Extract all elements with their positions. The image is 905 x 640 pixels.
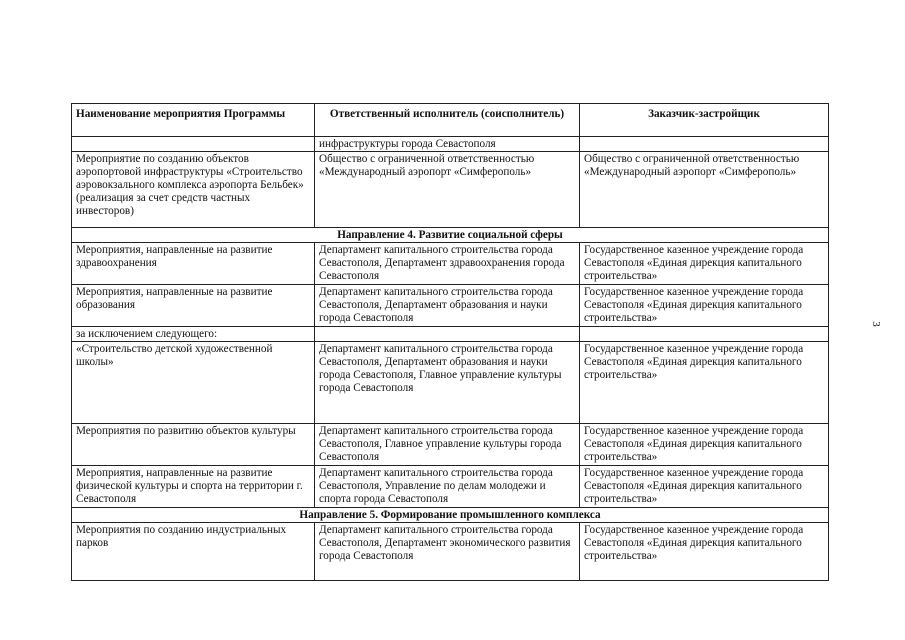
activity-cell: Мероприятия по созданию индустриальных парков [72,523,315,581]
table-row [72,285,829,327]
table-row [72,342,829,424]
direction-row [72,228,829,243]
customer-cell: Государственное казенное учреждение города Севастополя «Единая дирекция капитального строительства» [580,243,829,285]
direction-title: Направление 5. Формирование промышленного комплекса [72,508,829,523]
customer-cell [580,137,829,152]
customer-cell: Общество с ограниченной ответственностью «Международный аэропорт «Симферополь» [580,152,829,228]
table-row [72,137,829,152]
table-row [72,327,829,342]
executor-cell: Департамент капитального строительства города Севастополя, Главное управление культуры города Севастополя [315,424,580,466]
table-row [72,523,829,581]
table-row [72,424,829,466]
executor-cell: Департамент капитального строительства города Севастополя, Департамент здравоохранения города Севастополя [315,243,580,285]
activity-cell: Мероприятие по созданию объектов аэропортовой инфраструктуры «Строительство аэровокзального комплекса аэропорта Бельбек» (реализация за счет средств частных инвесторов) [72,152,315,228]
customer-cell [580,327,829,342]
customer-cell: Государственное казенное учреждение города Севастополя «Единая дирекция капитального строительства» [580,285,829,327]
direction-title: Направление 4. Развитие социальной сферы [72,228,829,243]
customer-cell: Государственное казенное учреждение города Севастополя «Единая дирекция капитального строительства» [580,523,829,581]
executor-cell: инфраструктуры города Севастополя [315,137,580,152]
activity-cell: Мероприятия, направленные на развитие образования [72,285,315,327]
activity-cell: Мероприятия, направленные на развитие физической культуры и спорта на территории г. Севастополя [72,466,315,508]
activity-cell: Мероприятия по развитию объектов культуры [72,424,315,466]
header-executor: Ответственный исполнитель (соисполнитель) [315,104,580,137]
table-row [72,152,829,228]
table-body [72,137,829,581]
customer-cell: Государственное казенное учреждение города Севастополя «Единая дирекция капитального строительства» [580,466,829,508]
table-header-row [72,104,829,137]
direction-row [72,508,829,523]
activity-cell: «Строительство детской художественной школы» [72,342,315,424]
executor-cell [315,327,580,342]
executor-cell: Департамент капитального строительства города Севастополя, Департамент образования и науки города Севастополя [315,285,580,327]
executor-cell: Департамент капитального строительства города Севастополя, Управление по делам молодежи и спорта города Севастополя [315,466,580,508]
customer-cell: Государственное казенное учреждение города Севастополя «Единая дирекция капитального строительства» [580,424,829,466]
executor-cell: Департамент капитального строительства города Севастополя, Департамент экономического развития города Севастополя [315,523,580,581]
activity-cell: за исключением следующего: [72,327,315,342]
header-activity: Наименование мероприятия Программы [72,104,315,137]
activity-cell: Мероприятия, направленные на развитие здравоохранения [72,243,315,285]
executor-cell: Общество с ограниченной ответственностью «Международный аэропорт «Симферополь» [315,152,580,228]
table-row [72,466,829,508]
table-row [72,243,829,285]
header-customer: Заказчик-застройщик [580,104,829,137]
executor-cell: Департамент капитального строительства города Севастополя, Департамент образования и науки города Севастополя, Главное управление культуры города Севастополя [315,342,580,424]
page-number: 3 [869,321,882,327]
activity-cell [72,137,315,152]
program-table [71,103,829,581]
customer-cell: Государственное казенное учреждение города Севастополя «Единая дирекция капитального строительства» [580,342,829,424]
